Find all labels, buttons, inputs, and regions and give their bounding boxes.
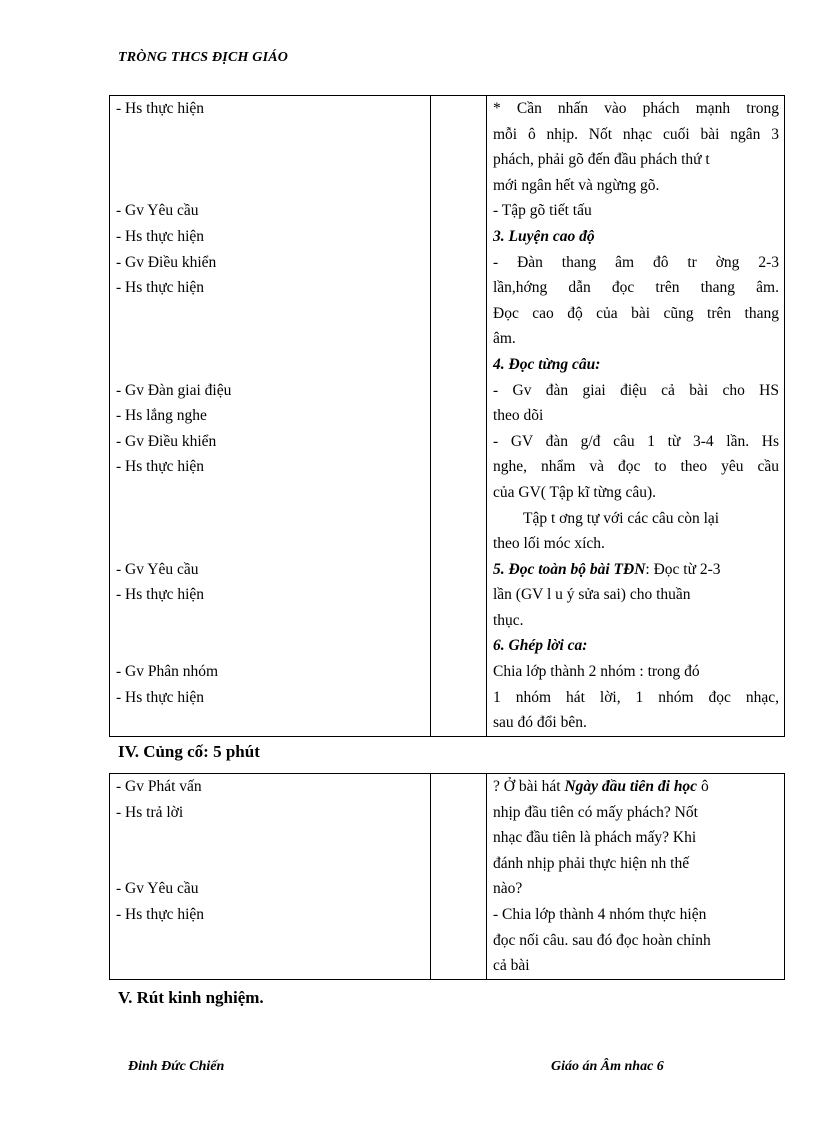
footer-document-title: Giáo án Âm nhac 6 [551, 1059, 664, 1074]
content-line: cả bài [493, 957, 530, 975]
activity-line [110, 531, 430, 557]
activity-line [110, 851, 430, 877]
section-heading-lyrics: 6. Ghép lời ca: [493, 637, 588, 655]
activity-line [110, 480, 430, 506]
activity-line: - Hs thực hiện [116, 458, 205, 476]
activity-line [110, 710, 430, 736]
section-heading-full-reading: 5. Đọc toàn bộ bài TĐN [493, 560, 646, 578]
activity-line: - Hs thực hiện [116, 100, 205, 117]
activity-line [110, 825, 430, 851]
page-header: TRÒNG THCS ĐỊCH GIÁO [118, 50, 289, 65]
content-line: - Chia lớp thành 4 nhóm thực hiện [493, 905, 707, 923]
content-line: 1 nhóm hát lời, 1 nhóm đọc nhạc, [493, 688, 779, 706]
activity-line: - Gv Đàn giai điệu [116, 381, 232, 399]
activity-line: - Hs thực hiện [116, 586, 205, 604]
content-line: mỗi ô nhịp. Nốt nhạc cuối bài ngân 3 [493, 125, 779, 143]
activity-line: - Hs thực hiện [116, 227, 205, 245]
content-line: của GV( Tập kĩ từng câu). [493, 483, 657, 501]
content-line: - Đàn thang âm đô tr ờng 2-3 [493, 253, 779, 271]
activity-line [110, 326, 430, 352]
empty-column [431, 96, 487, 737]
activity-line: - Gv Yêu cầu [116, 560, 199, 578]
activity-line: - Hs lắng nghe [116, 407, 207, 425]
activity-line: - Hs thực hiện [116, 279, 205, 297]
content-line: nhạc đầu tiên là phách mấy? Khi [493, 829, 697, 847]
activity-line: - Hs trả lời [116, 803, 184, 821]
content-line: * Cần nhấn vào phách mạnh trong [493, 100, 779, 117]
content-line: đánh nhịp phải thực hiện nh thế [493, 854, 690, 872]
activity-line: - Gv Phân nhóm [116, 663, 219, 681]
activity-line [110, 352, 430, 378]
content-line: theo lối móc xích. [493, 535, 605, 553]
lesson-table-review [109, 773, 785, 980]
content-line: phách, phải gõ đến đầu phách thứ t [493, 151, 710, 169]
content-line [487, 557, 784, 583]
content-column [487, 96, 785, 737]
content-line: Chia lớp thành 2 nhóm : trong đó [493, 663, 700, 681]
teacher-student-activities-column [110, 774, 431, 980]
content-line: nghe, nhẩm và đọc to theo yêu cầu [493, 458, 779, 476]
content-line: sau đó đổi bên. [493, 714, 587, 732]
activity-line [110, 633, 430, 659]
content-line: nhịp đầu tiên có mấy phách? Nốt [493, 803, 698, 821]
empty-column [431, 774, 487, 980]
section-heading-pitch: 3. Luyện cao độ [493, 227, 595, 245]
activity-line [110, 147, 430, 173]
content-line: đọc nối câu. sau đó đọc hoàn chỉnh [493, 931, 711, 949]
activity-line [110, 506, 430, 532]
song-title: Ngày đầu tiên đi học [564, 778, 698, 795]
activity-line: - Gv Điều khiển [116, 432, 217, 450]
activity-line: - Gv Yêu cầu [116, 202, 199, 220]
content-line-rest: : Đọc từ 2-3 [645, 560, 721, 578]
lesson-table-main [109, 95, 785, 737]
activity-line: - Gv Phát vấn [116, 778, 202, 795]
activity-line [110, 173, 430, 199]
teacher-student-activities-column [110, 96, 431, 737]
content-line: mới ngân hết và ngừng gõ. [493, 176, 660, 194]
content-line: - Gv đàn giai điệu cả bài cho HS [493, 381, 779, 399]
content-line [487, 774, 784, 800]
section-v-title: V. Rút kinh nghiệm. [118, 988, 264, 1007]
content-line: - Tập gõ tiết tấu [493, 202, 592, 220]
content-line: âm. [493, 330, 516, 348]
activity-line: - Gv Điều khiển [116, 253, 217, 271]
activity-line [110, 122, 430, 148]
content-line: nào? [493, 880, 523, 898]
content-line: thục. [493, 611, 524, 629]
content-line: Tập t ơng tự với các câu còn lại [523, 509, 720, 527]
footer-author: Đinh Đức Chiến [128, 1059, 225, 1074]
activity-line [110, 301, 430, 327]
activity-line: - Hs thực hiện [116, 905, 205, 923]
text-span: ô [697, 778, 709, 795]
section-iv-title: IV. Củng cố: 5 phút [118, 742, 260, 761]
activity-line [110, 928, 430, 954]
activity-line: - Gv Yêu cầu [116, 880, 199, 898]
content-line: - GV đàn g/đ câu 1 từ 3-4 lần. Hs [493, 432, 779, 450]
section-heading-sentences: 4. Đọc từng câu: [493, 355, 601, 373]
content-line: Đọc cao độ của bài cũng trên thang [493, 304, 779, 322]
activity-line [110, 953, 430, 979]
text-span: ? Ở bài hát [493, 778, 565, 795]
activity-line [110, 608, 430, 634]
content-line: theo dõi [493, 407, 544, 425]
content-line: lần,hớng dẫn đọc trên thang âm. [493, 279, 779, 297]
content-column [487, 774, 785, 980]
content-line: lần (GV l u ý sửa sai) cho thuần [493, 586, 691, 604]
activity-line: - Hs thực hiện [116, 688, 205, 706]
